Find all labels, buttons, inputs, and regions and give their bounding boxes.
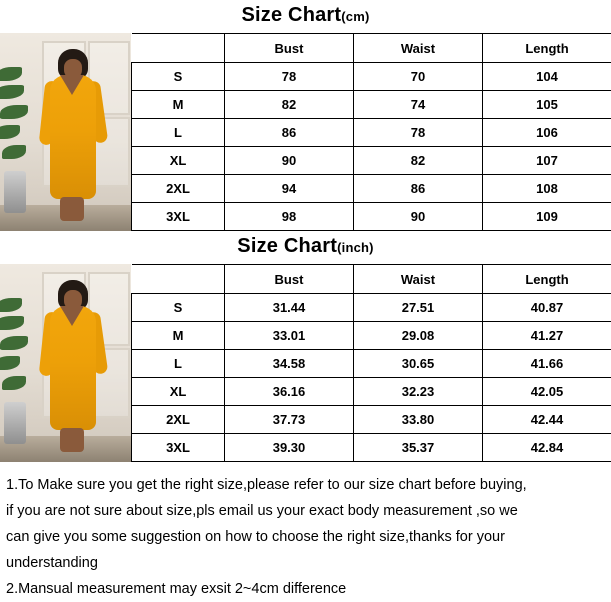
lamp-icon [4,171,26,213]
header-cell-bust: Bust [225,265,354,294]
cell-waist: 74 [354,91,483,119]
table-row [132,350,611,378]
cell-bust: 82 [225,91,354,119]
cell-size: 2XL [132,175,225,203]
cell-length: 106 [483,119,611,147]
size-table-inch [131,264,611,462]
cell-size: XL [132,147,225,175]
model-legs [60,428,84,452]
yellow-dress [50,306,96,430]
table-row [132,175,611,203]
cell-bust: 86 [225,119,354,147]
cell-waist: 86 [354,175,483,203]
cell-bust: 36.16 [225,378,354,406]
model-figure [40,47,106,219]
table-row [132,91,611,119]
cell-waist: 30.65 [354,350,483,378]
size-chart-inch-title [0,231,611,264]
size-chart-cm [0,0,611,231]
model-legs [60,197,84,221]
size-chart-inch-body [0,264,611,462]
size-chart-cm-title [0,0,611,33]
product-photo-cm [0,33,131,231]
cell-size: M [132,91,225,119]
header-cell-length: Length [483,265,611,294]
table-row [132,63,611,91]
cell-waist: 82 [354,147,483,175]
cell-bust: 37.73 [225,406,354,434]
cell-waist: 35.37 [354,434,483,462]
header-cell-length: Length [483,34,611,63]
table-row [132,378,611,406]
cell-waist: 70 [354,63,483,91]
header-cell-waist: Waist [354,34,483,63]
cell-bust: 98 [225,203,354,231]
cell-bust: 78 [225,63,354,91]
note-line: 1.To Make sure you get the right size,please refer to our size chart before buying, [6,472,605,498]
cell-bust: 90 [225,147,354,175]
product-photo-inch [0,264,131,462]
header-cell-size [132,34,225,63]
note-line: 2.Mansual measurement may exsit 2~4cm difference [6,576,605,602]
cell-length: 105 [483,91,611,119]
size-chart-inch-title-unit: (inch) [337,240,374,255]
cell-length: 40.87 [483,294,611,322]
cell-size: XL [132,378,225,406]
table-header-row [132,34,611,63]
cell-length: 107 [483,147,611,175]
model-figure [40,278,106,450]
cell-length: 104 [483,63,611,91]
size-chart-inch [0,231,611,462]
yellow-dress [50,75,96,199]
cell-bust: 34.58 [225,350,354,378]
note-line: if you are not sure about size,pls email us your exact body measurement ,so we [6,498,605,524]
cell-length: 108 [483,175,611,203]
cell-bust: 31.44 [225,294,354,322]
plant-icon [0,294,40,414]
cell-bust: 39.30 [225,434,354,462]
size-table-cm [131,33,611,231]
table-row [132,203,611,231]
header-cell-waist: Waist [354,265,483,294]
table-row [132,147,611,175]
size-chart-cm-body [0,33,611,231]
cell-size: 2XL [132,406,225,434]
cell-size: 3XL [132,434,225,462]
table-row [132,434,611,462]
cell-waist: 90 [354,203,483,231]
cell-size: 3XL [132,203,225,231]
table-header-row [132,265,611,294]
cell-bust: 94 [225,175,354,203]
cell-length: 42.84 [483,434,611,462]
cell-waist: 27.51 [354,294,483,322]
lamp-icon [4,402,26,444]
size-chart-cm-title-text: Size Chart [241,4,341,26]
cell-waist: 78 [354,119,483,147]
cell-size: M [132,322,225,350]
cell-size: L [132,350,225,378]
cell-size: S [132,63,225,91]
note-line: can give you some suggestion on how to choose the right size,thanks for your [6,524,605,550]
size-notes [0,462,611,602]
cell-length: 41.27 [483,322,611,350]
cell-size: S [132,294,225,322]
cell-length: 41.66 [483,350,611,378]
header-cell-size [132,265,225,294]
plant-icon [0,63,40,183]
table-row [132,294,611,322]
cell-waist: 33.80 [354,406,483,434]
note-line: understanding [6,550,605,576]
cell-waist: 29.08 [354,322,483,350]
cell-bust: 33.01 [225,322,354,350]
cell-size: L [132,119,225,147]
table-row [132,406,611,434]
size-chart-cm-title-unit: (cm) [341,9,369,24]
cell-length: 109 [483,203,611,231]
cell-waist: 32.23 [354,378,483,406]
cell-length: 42.05 [483,378,611,406]
size-chart-inch-title-text: Size Chart [237,235,337,257]
cell-length: 42.44 [483,406,611,434]
header-cell-bust: Bust [225,34,354,63]
table-row [132,322,611,350]
table-row [132,119,611,147]
